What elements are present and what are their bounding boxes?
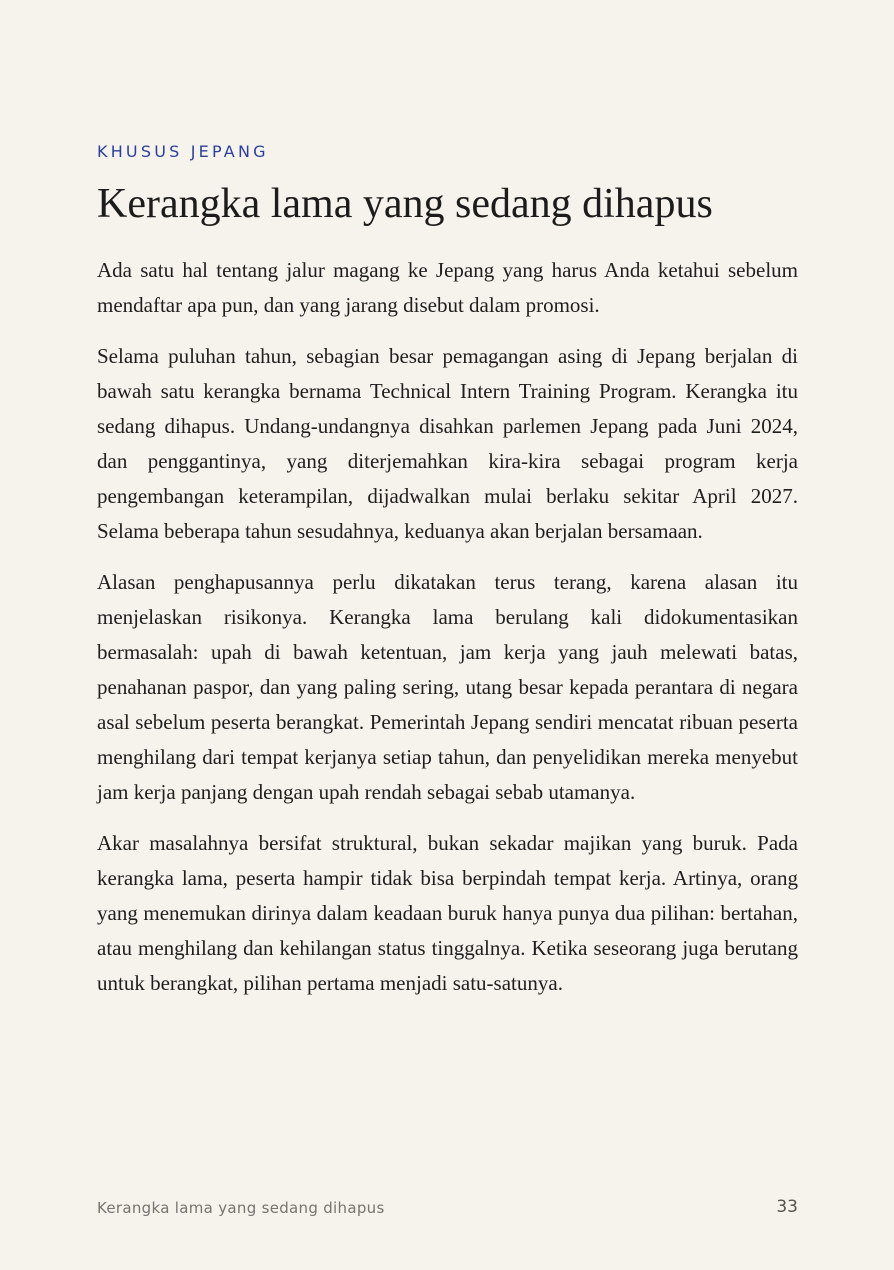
paragraph: Akar masalahnya bersifat struktural, bukan sekadar majikan yang buruk. Pada kerangka lama, peserta hampir tidak bisa berpindah tempat kerja. Artinya, orang yang menemukan dirinya dalam keadaan buruk hanya punya dua pilihan: bertahan, atau menghilang dan kehilangan status tinggalnya. Ketika seseorang juga berutang untuk berangkat, pilihan pertama menjadi satu-satunya.: [97, 831, 798, 995]
paragraph: Alasan penghapusannya perlu dikatakan terus terang, karena alasan itu menjelaskan risikonya. Kerangka lama berulang kali didokumentasikan bermasalah: upah di bawah ketentuan, jam kerja yang jauh melewati batas, penahanan paspor, dan yang paling sering, utang besar kepada perantara di negara asal sebelum peserta berangkat. Pemerintah Jepang sendiri mencatat ribuan peserta menghilang dari tempat kerjanya setiap tahun, dan penyelidikan mereka menyebut jam kerja panjang dengan upah rendah sebagai sebab utamanya.: [97, 570, 798, 804]
chapter-title: Kerangka lama yang sedang dihapus: [97, 181, 713, 227]
paragraph: Selama puluhan tahun, sebagian besar pemagangan asing di Jepang berjalan di bawah satu kerangka bernama Technical Intern Training Program. Kerangka itu sedang dihapus. Undang-undangnya disahkan parlemen Jepang pada Juni 2024, dan penggantinya, yang diterjemahkan kira-kira sebagai program kerja pengembangan keterampilan, dijadwalkan mulai berlaku sekitar April 2027. Selama beberapa tahun sesudahnya, keduanya akan berjalan bersamaan.: [97, 344, 798, 543]
running-footer-title: Kerangka lama yang sedang dihapus: [97, 1199, 385, 1217]
body-text: [97, 253, 798, 1017]
section-eyebrow: KHUSUS JEPANG: [97, 142, 269, 161]
page-number: 33: [776, 1197, 798, 1217]
book-page: [97, 0, 798, 1270]
paragraph: Ada satu hal tentang jalur magang ke Jepang yang harus Anda ketahui sebelum mendaftar apa pun, dan yang jarang disebut dalam promosi.: [97, 258, 798, 317]
